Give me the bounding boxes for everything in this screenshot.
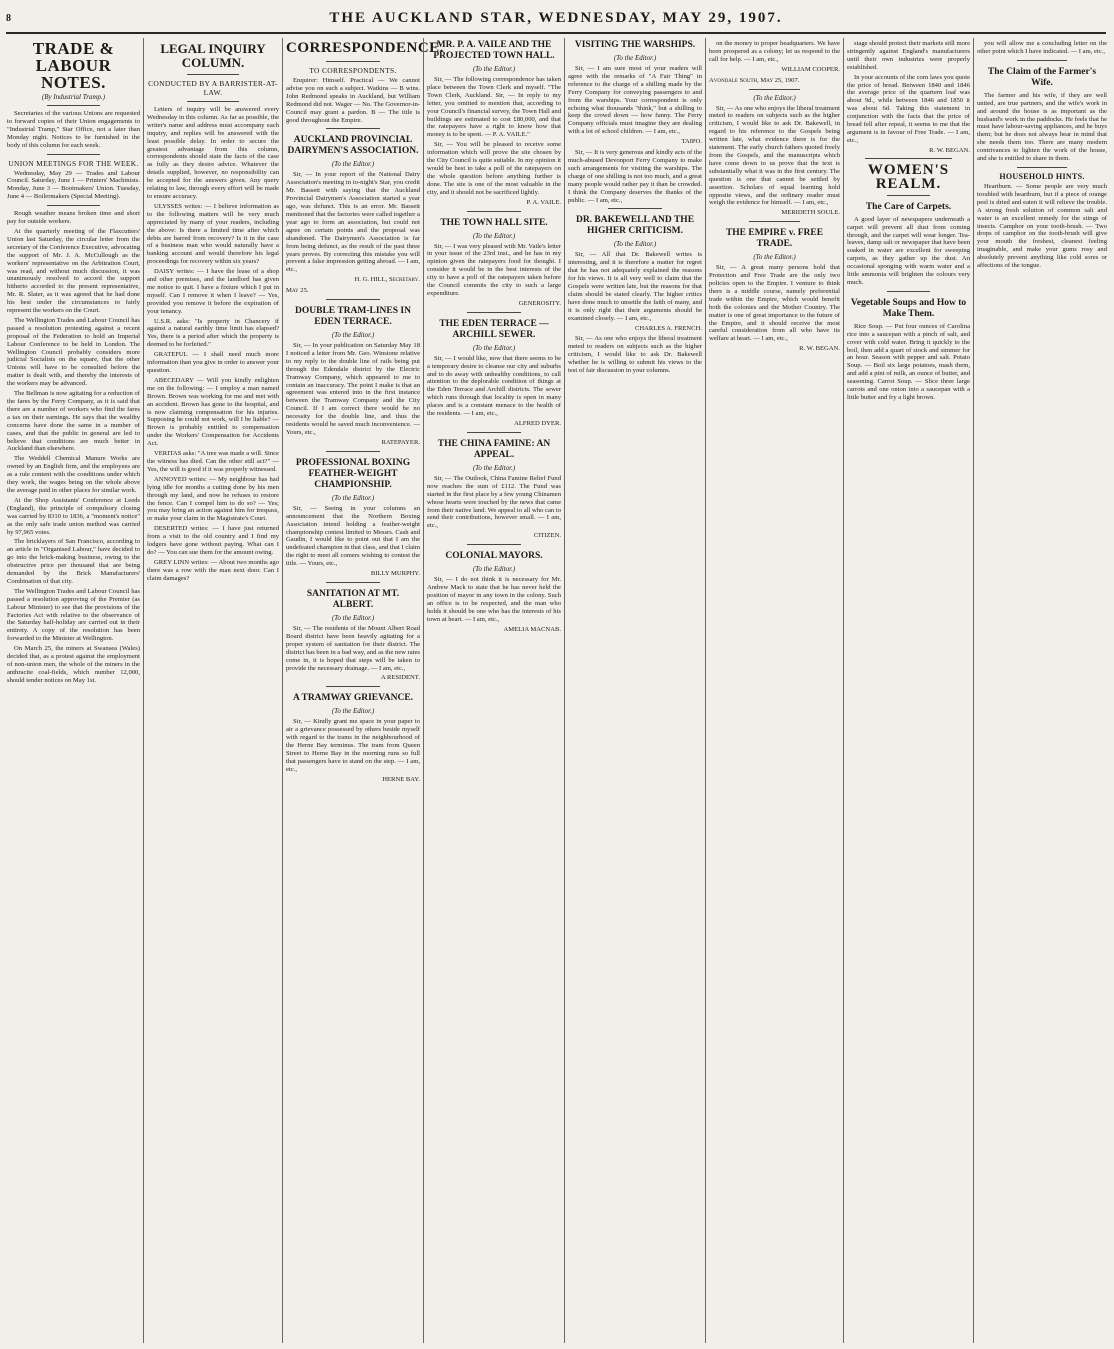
- letter-body: Sir, — The residents of the Mount Albert Road Board district have been heavily agitating for a proper system of sanitation for their district. The district has been in a bad way, and as the new rates come in, it is hoped that steps will be taken to provide the necessary drainage. — I am, etc.,: [286, 624, 420, 672]
- to-the-editor: (To the Editor.): [331, 493, 375, 502]
- meetings-list: Wednesday, May 29 — Trades and Labour Council. Saturday, June 1 — Printers' Machinists. Monday, June 3 — Bootmakers' Union. Tuesday, June 4 — Boilermakers (Special Meeting).: [7, 169, 140, 201]
- letter-signature: AMELIA MACNAB.: [503, 625, 561, 633]
- letter-body: In your accounts of the corn laws you quote the price of bread. Between 1840 and 1846 the average price of the quartern loaf was about 9d., while between 1846 and 1850 it was about 6d. Taking this statement in conjunction with the facts that the price of bread fell after repeal, it seems to me that the argument is in favour of Free Trade. — I am, etc.,: [847, 73, 970, 144]
- legal-answer: ANNOYED writes: — My neighbour has had lying idle for months a cutting done by his men through my land, and now he refuses to restore the fence. Can I compel him to do so? — Yes; you may bring an action against him for trespass, or make your claim in the Magistrate's Court.: [147, 475, 279, 523]
- article-heading: The Care of Carpets.: [865, 201, 952, 212]
- divider: [1017, 167, 1067, 168]
- divider: [887, 195, 930, 196]
- letter-heading: VISITING THE WARSHIPS.: [574, 40, 696, 50]
- to-correspondents-heading: TO CORRESPONDENTS.: [309, 66, 397, 75]
- to-the-editor: (To the Editor.): [331, 707, 375, 716]
- divider: [749, 89, 800, 90]
- letter-signature: RATEPAYER.: [381, 438, 420, 446]
- legal-answer: ABECEDARY — Will you kindly enlighten me on the following: — I employ a man named Brown. Brown was working for me and met with an accident. Brown has gone to the hospital, and is now claiming compensation for his injuries. Supposing he could not work, will I be liable? — Brown is probably entitled to compensation under the Workers' Compensation for Accidents Act.: [147, 376, 279, 448]
- letter-signature: A RESIDENT.: [380, 674, 420, 682]
- masthead: [6, 4, 1106, 34]
- article-paragraph: At the Shop Assistants' Conference at Leeds (England), the principle of compulsory closing was carried by 8310 to 1836, a "moment's notice" as the only safe trade union method was carried by 97,965 votes.: [7, 496, 140, 536]
- letter-signature: P. A. VAILE.: [526, 198, 561, 206]
- letter-body: Sir, — I would like, now that there seems to be a temporary desire to cleanse our city and suburbs and to do away with unhealthy conditions, to call attention to the deplorable condition of things at the Eden Terrace and Archill districts. The sewer which runs through that locality is open in many places and is a constant menace to the health of the residents. — I am, etc.,: [427, 354, 561, 418]
- meetings-heading: UNION MEETINGS FOR THE WEEK.: [8, 158, 139, 168]
- to-the-editor: (To the Editor.): [613, 54, 657, 62]
- letter-body: Sir, — Seeing in your columns an announcement that the Northern Boxing Association intend holding a feather-weight championship contest limited to Messrs. Cash and Gaudin, I would like to point out that I am the undefeated champion in that class, and that I claim the right to meet all comers wishing to contest the title. — Yours, etc.,: [286, 504, 420, 568]
- letter-heading: PROFESSIONAL BOXING FEATHER-WEIGHT CHAMPIONSHIP.: [295, 457, 411, 490]
- column-correspondence: [282, 38, 444, 1343]
- divider: [467, 544, 521, 545]
- intro-paragraph: Secretaries of the various Unions are requested to forward copies of their Union engagements to "Industrial Tramp," Star Office, not a later than Monday night. Notices to be furnished in the body of this column for each week.: [7, 110, 140, 149]
- article-body: Heartburn. — Some people are very much troubled with heartburn, but if a piece of orange peel is dried and eaten it will relieve the trouble. A strong fresh solution of common salt and water is an excellent remedy for the stings of insects. Camphor on your tooth-brush. — Two drops of camphor on the tooth-brush will give your mouth the freshest, cleanest feeling imaginable, and make your gums rosy and absolutely prevent anything like cold sores or affections of the tongue.: [977, 182, 1107, 270]
- letter-signature: BILLY MURPHY.: [370, 570, 420, 578]
- article-heading: Vegetable Soups and How to Make Them.: [850, 297, 967, 319]
- to-correspondents-text: Enquirer: Himself. Practical — We cannot advise you on such a subject. Watkins — B wins. John Redmond speaks in Auckland, but William Redmond did not. Wager — No. The Governor-in-Council may grant a pardon. B — The title is good throughout the Empire.: [286, 77, 420, 124]
- article-heading: The Claim of the Farmer's Wife.: [987, 66, 1097, 88]
- letter-signature: ALFRED DYER.: [514, 420, 561, 427]
- letter-body: Sir, — I do not think it is necessary for Mr. Andrew Mack to state that he has never held the position of mayor in any town in the colony. Such an office is to be respected, and the man who holds it should be one who has the interests of his town at heart. — I am, etc.,: [427, 576, 561, 623]
- letter-heading: THE EMPIRE v. FREE TRADE.: [725, 228, 824, 250]
- letter-heading: DOUBLE TRAM-LINES IN EDEN TERRACE.: [295, 306, 411, 328]
- legal-answer: ULYSSES writes: — I believe information as to the following matters will be very much appreciated by many of your readers, including the above: Is there a limited time after which debts are barred from recovery? Is it in the case of a business man who would naturally have a banking account and would therefore his legal proceedings for recovery within six years?: [147, 202, 279, 266]
- article-body: The farmer and his wife, if they are well united, are true partners, and the wife's work in and around the house is as important as the husband's work in the paddocks. He feels that he must have labour-saving appliances, and he buys them; but he does not always bear in mind that she needs them too. There are many modern contrivances to lighten the work of the house, and she is entitled to share in them.: [977, 91, 1107, 163]
- letter-body: on the money to proper headquarters. We have been prospered as a colony; let us respond to the call for help. — I am, etc.,: [709, 40, 840, 63]
- letter-body: Sir, — You will be pleased to receive some information which will prove the site chosen by the City Council is quite suitable. In my opinion it would be best to take a poll of the ratepayers on the whole question before anything further is done. The site is one of the most valuable in the city, and it should not be sacrificed lightly.: [427, 141, 561, 196]
- to-the-editor: (To the Editor.): [331, 331, 375, 340]
- divider: [467, 432, 521, 433]
- to-the-editor: (To the Editor.): [753, 253, 796, 262]
- letter-body: Sir, — It is very generous and kindly acts of the much-abused Devonport Ferry Company to make such arrangements for visiting the warships. The charge of one shilling is not too much, and a great many people would rather pay it than be crowded. I think the Company deserves the thanks of the public. — I am, etc.,: [568, 149, 702, 204]
- article-paragraph: The Wellington Trades and Labour Council has passed a resolution approving of the Premier (as Labour Minister) to see that the provisions of the Factories Act with relative to the observance of the Saturday half-holiday are carried out in their entirety. A copy of the resolution has been forwarded to the Minister at Wellington.: [7, 587, 140, 643]
- letter-signature: R. W. BEGAN.: [929, 146, 970, 154]
- column-letters-a: [423, 38, 564, 1343]
- letter-signature: GENEROSITY.: [518, 299, 561, 307]
- letter-body: Sir, — The following correspondence has taken place between the Town Clerk and myself. "The Town Clerk, Auckland. Sir, — In reply to my letter, you omitted to mention that, according to your Council's financial survey, the Town Hall and buildings are estimated to cost £80,000, and that the ratepayers have a right to know how that money is to be spent. — P. A. VAILE.": [427, 76, 561, 139]
- divider: [326, 299, 380, 300]
- to-the-editor: (To the Editor.): [472, 565, 516, 574]
- article-paragraph: Rough weather means broken time and short pay for outside workers.: [7, 210, 140, 226]
- article-body: A good layer of newspapers underneath a carpet will prevent all dust from coming through, and the carpet will wear longer. Tea-leaves, damp salt or newspaper that have been soaked in water are excellent for sweeping carpets, as they gather up the dust. An occasional sponging with warm water and a little ammonia will brighten the colours very much.: [847, 215, 970, 286]
- article-paragraph: The Wellington Trades and Labour Council has passed a resolution protesting against a recent proposal of the Federation to hold an Imperial Labour Conference to be held in London. The Wellington Council probably considers more judicial Socialists on the square, that the other Unions will have to be consulted before the matter is dealt with, and thereby the interests of the workers may be advanced.: [7, 316, 140, 388]
- article-paragraph: The bricklayers of San Francisco, according to an article in "Organised Labour," have decided to go into the brick-making business, owing to the obstructive price per thousand that are being demanded by the Brick Manufacturers' Combination of that city.: [7, 538, 140, 585]
- letter-signature: WILLIAM COOPER.: [781, 65, 840, 73]
- article-paragraph: On March 25, the miners at Swansea (Wales) decided that, as a protest against the employment of non-union men, the whole of the miners in the anthracite coal-fields, which number 12,000, should tender notices on May 1st.: [7, 645, 140, 684]
- letter-body: Sir, — In your report of the National Dairy Association's meeting in to-night's Star, you credit Mr. Bassett with saying that the Auckland Provincial Dairymen's Association started a year ago, was defunct. This is an error. Mr. Bassett mentioned that the factories were called together a year ago to form an association, but could not agree on certain points and the proposal was abandoned. The Dairymen's Association is far from being defunct, as the result of the past three years proves. By correcting this mistake you will prevent a false impression getting abroad. — I am, etc.,: [286, 171, 420, 274]
- divider: [326, 451, 380, 452]
- to-the-editor: (To the Editor.): [472, 231, 516, 240]
- byline: (By Industrial Tramp.): [41, 93, 106, 101]
- letter-heading: THE CHINA FAMINE: AN APPEAL.: [437, 438, 551, 460]
- divider: [865, 158, 952, 159]
- article-paragraph: At the quarterly meeting of the Flaxcutters' Union last Saturday, the circular letter from the secretary of the Conference Executive, advocating the support of Mr. J. A. McCullough as the workers' representative on the Arbitration Court, was read, and without much discussion, it was unanimously resolved to accord the support hitherto accorded to the present representative, Mr. R. Slater, as it was agreed that he had done his best under the circumstances to fairly represent the workers on the Court.: [7, 227, 140, 315]
- letter-body: stage should protect their markets still more stringently against England's manufacturers until their own industries were properly established.: [847, 40, 970, 71]
- letter-date: May 25.: [286, 287, 309, 295]
- letter-signature: TAIPO.: [681, 138, 702, 146]
- section-heading-legal: LEGAL INQUIRY COLUMN.: [160, 41, 266, 70]
- section-heading-womens-realm: WOMEN'S REALM.: [867, 161, 950, 192]
- letter-body: Sir, — As one who enjoys the liberal treatment meted to readers on subjects such as the higher criticism, I would like to ask Dr. Bakewell whether he is willing to submit his views to the test of fair discussion in your columns.: [568, 335, 702, 375]
- letter-body: Sir, — In your publication on Saturday May 18 I noticed a letter from Mr. Geo. Winstone relative to my reply to the double line of rails being put through the Edendale district by the Electric Tramway Company, which appeared to me to contain an inaccuracy. The point I make is that an agreement was entered into in the first instance between the Tramway Company and the City Council. If I am correct there would be no necessity for the double line, and thus the residents would be saved much inconvenience. — Yours, etc.,: [286, 342, 420, 436]
- to-the-editor: (To the Editor.): [331, 613, 375, 622]
- article-paragraph: The Weddell Chemical Manure Works are owned by an English firm, and the employees are as a rule content with the conditions under which they work, the wages being on the whole above the average paid in other places for similar work.: [7, 455, 140, 494]
- divider: [326, 582, 380, 583]
- legal-answer: DAISY writes: — I have the lease of a shop and other premises, and the landlord has given me notice to quit. I have a fixture which I put in myself. Can I remove it when I leave? — Yes, provided you remove it before the expiration of your tenancy.: [147, 268, 279, 315]
- letter-body: Sir, — All that Dr. Bakewell writes is interesting, and it is therefore a matter for regret that he has not adequately explained the reasons for his views. It is all very well to claim that the Gospels were written late, but the reasons for that claim should be stated clearly. The higher critics have done much to unsettle the faith of many, and it is only right that their arguments should be examined closely. — I am, etc.,: [568, 251, 702, 322]
- letter-heading: COLONIAL MAYORS.: [445, 551, 543, 562]
- letter-signature: MERIDETH SOULE.: [781, 209, 840, 217]
- letter-body: Sir, — I was very pleased with Mr. Vaile's letter in your issue of the 23rd inst., and he has in my opinion given the ratepayers food for thought. I consider it would be in the best interests of the city to have a poll of the ratepayers taken before the Council commits the city to such a large expenditure.: [427, 242, 561, 297]
- divider: [467, 312, 521, 313]
- column-trade-labour: [4, 38, 143, 1343]
- column-farmers-wife: [973, 38, 1110, 1343]
- divider: [467, 211, 521, 212]
- to-the-editor: (To the Editor.): [472, 343, 516, 352]
- legal-answer: GREY LINN writes: — About two months ago there was a row with the man next door. Can I claim damages?: [147, 558, 279, 582]
- to-the-editor: (To the Editor.): [753, 93, 796, 102]
- divider: [47, 105, 100, 106]
- letter-signature: H. G. HILL, Secretary.: [354, 276, 420, 284]
- legal-answer: U.S.R. asks: "Is property in Chancery if against a natural earthly time limit has elapsed? Yes, there is a period after which the property is deemed to be forfeited.": [147, 317, 279, 349]
- divider: [326, 128, 380, 129]
- letter-body: Sir, — I am sure most of your readers will agree with the remarks of "A Fair Thing" in reference to the charge of a shilling made by the Ferry Company for conveying passengers to and from the warships. Your correspondent is only echoing what thousands "think," but a shilling to keep the crowd down — how funny. The Ferry Company officials must imagine they are dealing with a lot of school children. — I am, etc.,: [568, 65, 702, 136]
- column-legal-inquiry: [143, 38, 282, 1343]
- letter-signature: R. W. BEGAN.: [799, 345, 840, 353]
- to-the-editor: (To the Editor.): [472, 65, 516, 73]
- letter-signature: HERNE BAY.: [382, 775, 420, 783]
- divider: [187, 101, 239, 102]
- letter-heading: SANITATION AT MT. ALBERT.: [306, 588, 400, 610]
- letter-body: Sir, — Kindly grant me space in your paper to air a grievance possessed by others beside myself with regard to the trams in the neighbourhood of the Herne Bay terminus. The tram from Queen Street to Herne Bay in the morning runs so full that passengers have to stand on the step. — I am, etc.,: [286, 718, 420, 773]
- legal-intro: Letters of inquiry will be answered every Wednesday in this column. As far as possible, the writer's name and address must accompany each inquiry, and replies will be answered with the least possible delay. In order to secure the greatest advantage from this column, correspondents should state the facts of the case as fully as they desire advice. Whatever the details supplied, however, no responsibility can be accepted for the answers given. Any query relating to law, through every effort will be made to ensure accuracy.: [147, 106, 279, 200]
- letter-heading: A TRAMWAY GRIEVANCE.: [292, 693, 414, 704]
- page-number: 8: [6, 12, 11, 24]
- divider: [187, 74, 239, 75]
- divider: [47, 205, 100, 206]
- newspaper-title: THE AUCKLAND STAR, WEDNESDAY, MAY 29, 1907.: [329, 9, 783, 26]
- to-the-editor: (To the Editor.): [613, 240, 657, 249]
- letter-heading: MR. P. A. VAILE AND THE PROJECTED TOWN HALL.: [433, 40, 555, 61]
- letter-heading: DR. BAKEWELL AND THE HIGHER CRITICISM.: [575, 215, 695, 237]
- column-letters-b: [564, 38, 705, 1343]
- letter-heading: AUCKLAND PROVINCIAL DAIRYMEN'S ASSOCIATION.: [287, 135, 419, 157]
- divider: [887, 291, 930, 292]
- to-the-editor: (To the Editor.): [331, 160, 375, 169]
- divider: [47, 154, 100, 155]
- divider: [1017, 60, 1067, 61]
- letter-body: Sir, — The Outlook, China Famine Relief Fund now reaches the sum of £112. The Fund was started in the first place by a few young Chinamen whose hearts were touched by the news that came from their native land. We appeal to all who can to send their contributions, however small. — I am, etc.,: [427, 474, 561, 530]
- letter-heading: THE EDEN TERRACE — ARCHILL SEWER.: [439, 318, 549, 340]
- legal-answer: GRATEFUL — I shall need much more information than you give in order to answer your question.: [147, 351, 279, 374]
- section-heading-trade-labour: TRADE & LABOUR NOTES.: [32, 39, 115, 92]
- letter-heading: THE TOWN HALL SITE.: [440, 217, 548, 228]
- to-the-editor: (To the Editor.): [472, 463, 516, 472]
- column-womens-realm: [843, 38, 973, 1343]
- section-heading-correspondence: CORRESPONDENCE.: [286, 40, 444, 56]
- divider: [326, 61, 380, 62]
- legal-answer: VERITAS asks: "A tree was made a will. Since the witness has died. Can the other still act?" — Yes, the will is good if it was properly witnessed.: [147, 450, 279, 473]
- article-paragraph: The Bellman is now agitating for a reduction of the fares by the Ferry Company, as it is said that there are a number of workers who find the fares a tax on their earnings. He says that the wealthy concerns have done the same in a number of cases, and that the public in general are led to believe that conditions are much better in Auckland than elsewhere.: [7, 390, 140, 453]
- article-heading: HOUSEHOLD HINTS.: [999, 171, 1085, 181]
- divider: [749, 221, 800, 222]
- letter-body: Sir, — A great many persons hold that Protection and Free Trade are the only two policies open to the Empire. I venture to think there is a middle course, namely preferential trade within the Empire, which would benefit both the colonies and the Mother Country. The matter is one of great importance to the future of the Empire, and it should receive the most careful consideration from all who have its welfare at heart. — I am, etc.,: [709, 264, 840, 343]
- letter-address: Avondale South, May 25, 1907.: [709, 76, 800, 84]
- legal-subheading: CONDUCTED BY A BARRISTER-AT-LAW.: [148, 79, 278, 97]
- divider: [608, 208, 662, 209]
- divider: [326, 686, 380, 687]
- letter-signature: CHARLES A. FRENCH.: [634, 324, 702, 332]
- letter-signature: CITIZEN.: [533, 532, 561, 540]
- letter-body: Sir, — As one who enjoys the liberal treatment meted to readers on subjects such as the higher criticism, I would like to ask Dr. Bakewell, in regard to his reference to the Gospels being written late, what evidence there is for the statement. The early church fathers quoted freely from the Gospels, and the manuscripts which have come down to us prove that the text is substantially what it was in the first century. The question is one that cannot be settled by assertion. Scholars of equal learning hold opposite views, and the ordinary reader must weigh the evidence for himself. — I am, etc.,: [709, 104, 840, 207]
- legal-answer: DESERTED writes: — I have just returned from a visit to the old country and I find my lodgers have gone without paying. What can I do? — You can sue them for the amount owing.: [147, 525, 279, 556]
- column-letters-c: [705, 38, 843, 1343]
- article-body: Rice Soup. — Put four ounces of Carolina rice into a saucepan with a pinch of salt, and cover with cold water. Bring it quickly to the boil, then add a quart of stock and simmer for an hour. Season with pepper and salt. Potato Soup. — Boil six large potatoes, mash them, and add a pint of milk, an ounce of butter, and seasoning. Carrot Soup. — Slice three large carrots and one onion into a saucepan with a little butter and fry a light brown.: [847, 322, 970, 401]
- letter-body: you will allow me a concluding letter on the other point which I have indicated. — I am, etc.,: [977, 40, 1107, 55]
